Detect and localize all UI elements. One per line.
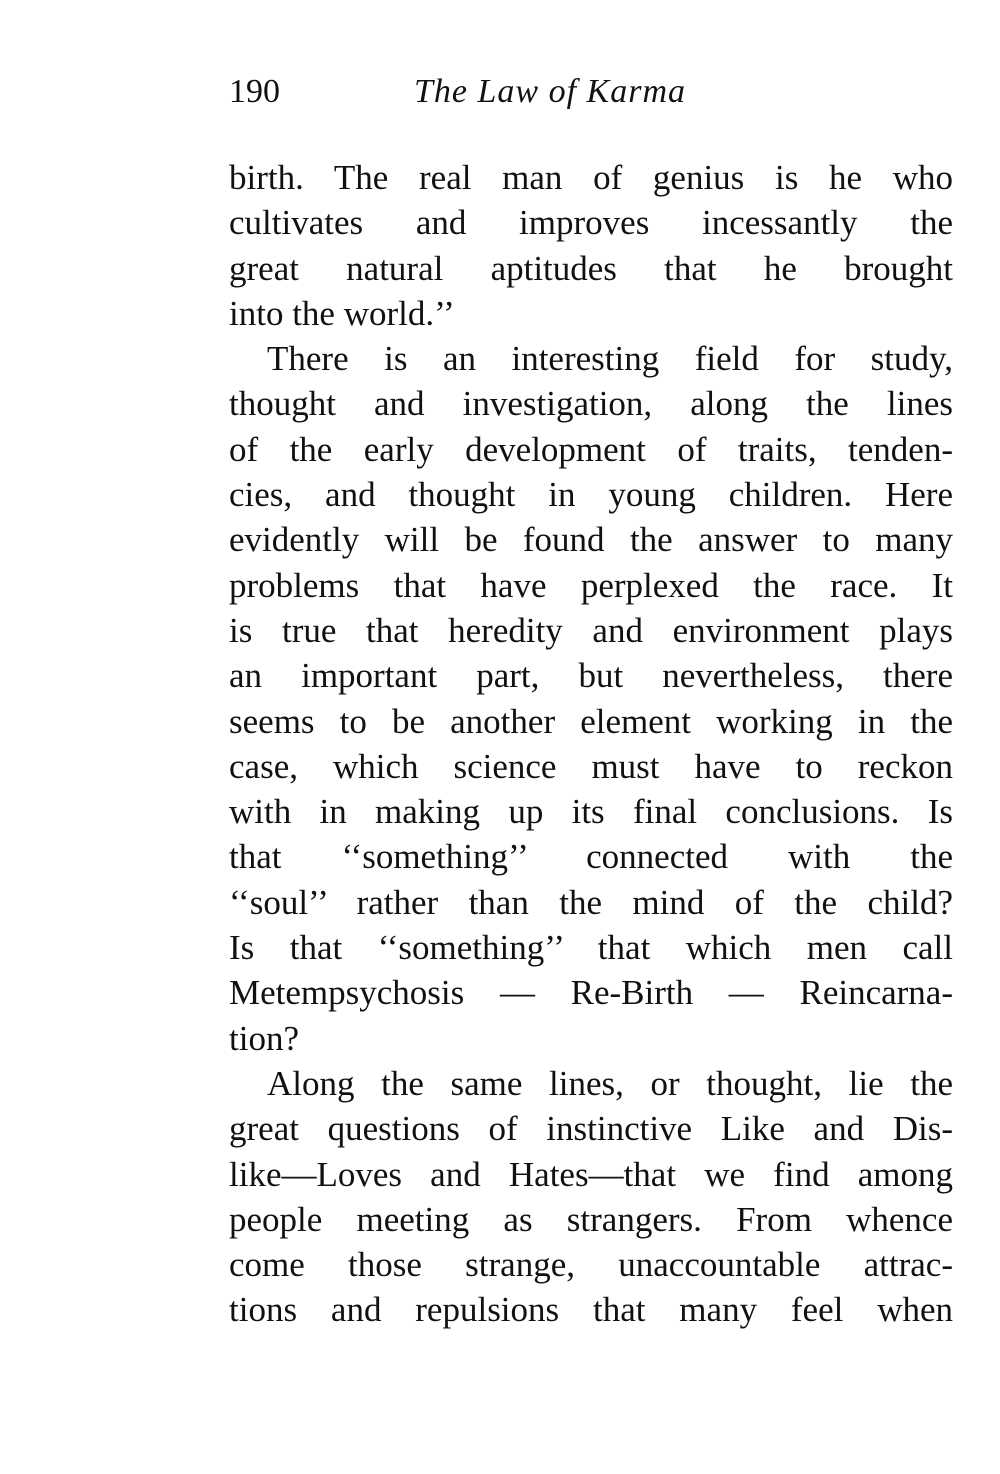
- text-line: come those strange, unaccountable attrac-: [229, 1245, 953, 1285]
- book-title: The Law of Karma: [414, 73, 686, 110]
- text-line: ‘‘soul’’ rather than the mind of the child?: [229, 882, 953, 922]
- text-line: case, which science must have to reckon: [229, 746, 953, 786]
- text-line: is true that heredity and environment plays: [229, 610, 953, 650]
- page-number: 190: [229, 73, 280, 110]
- text-line: Along the same lines, or thought, lie the: [267, 1063, 953, 1103]
- text-line: Metempsychosis — Re-Birth — Reincarna-: [229, 973, 953, 1013]
- text-line: into the world.’’: [229, 293, 455, 333]
- text-line: thought and investigation, along the lines: [229, 384, 953, 424]
- paragraph: [229, 155, 953, 336]
- paragraph: [229, 336, 953, 1061]
- text-line: seems to be another element working in the: [229, 701, 953, 741]
- text-line: tion?: [229, 1018, 299, 1058]
- text-line: birth. The real man of genius is he who: [229, 158, 953, 197]
- text-line: with in making up its final conclusions. Is: [229, 792, 953, 832]
- text-line: Is that ‘‘something’’ that which men call: [229, 928, 953, 968]
- text-line: great questions of instinctive Like and Dis-: [229, 1109, 953, 1149]
- text-line: evidently will be found the answer to many: [229, 520, 953, 560]
- text-line: tions and repulsions that many feel when: [229, 1290, 953, 1330]
- text-line: problems that have perplexed the race. It: [229, 565, 953, 605]
- text-line: like—Loves and Hates—that we find among: [229, 1154, 953, 1194]
- text-line: cies, and thought in young children. Here: [229, 475, 953, 515]
- text-line: cultivates and improves incessantly the: [229, 203, 953, 243]
- text-line: of the early development of traits, tenden-: [229, 429, 953, 469]
- text-line: an important part, but nevertheless, there: [229, 656, 953, 696]
- paragraph: [229, 1061, 953, 1333]
- body-text: [229, 155, 953, 1333]
- text-line: great natural aptitudes that he brought: [229, 248, 953, 288]
- text-line: that ‘‘something’’ connected with the: [229, 837, 953, 877]
- text-line: people meeting as strangers. From whence: [229, 1199, 953, 1239]
- text-line: There is an interesting field for study,: [267, 339, 953, 379]
- running-head: [229, 70, 953, 114]
